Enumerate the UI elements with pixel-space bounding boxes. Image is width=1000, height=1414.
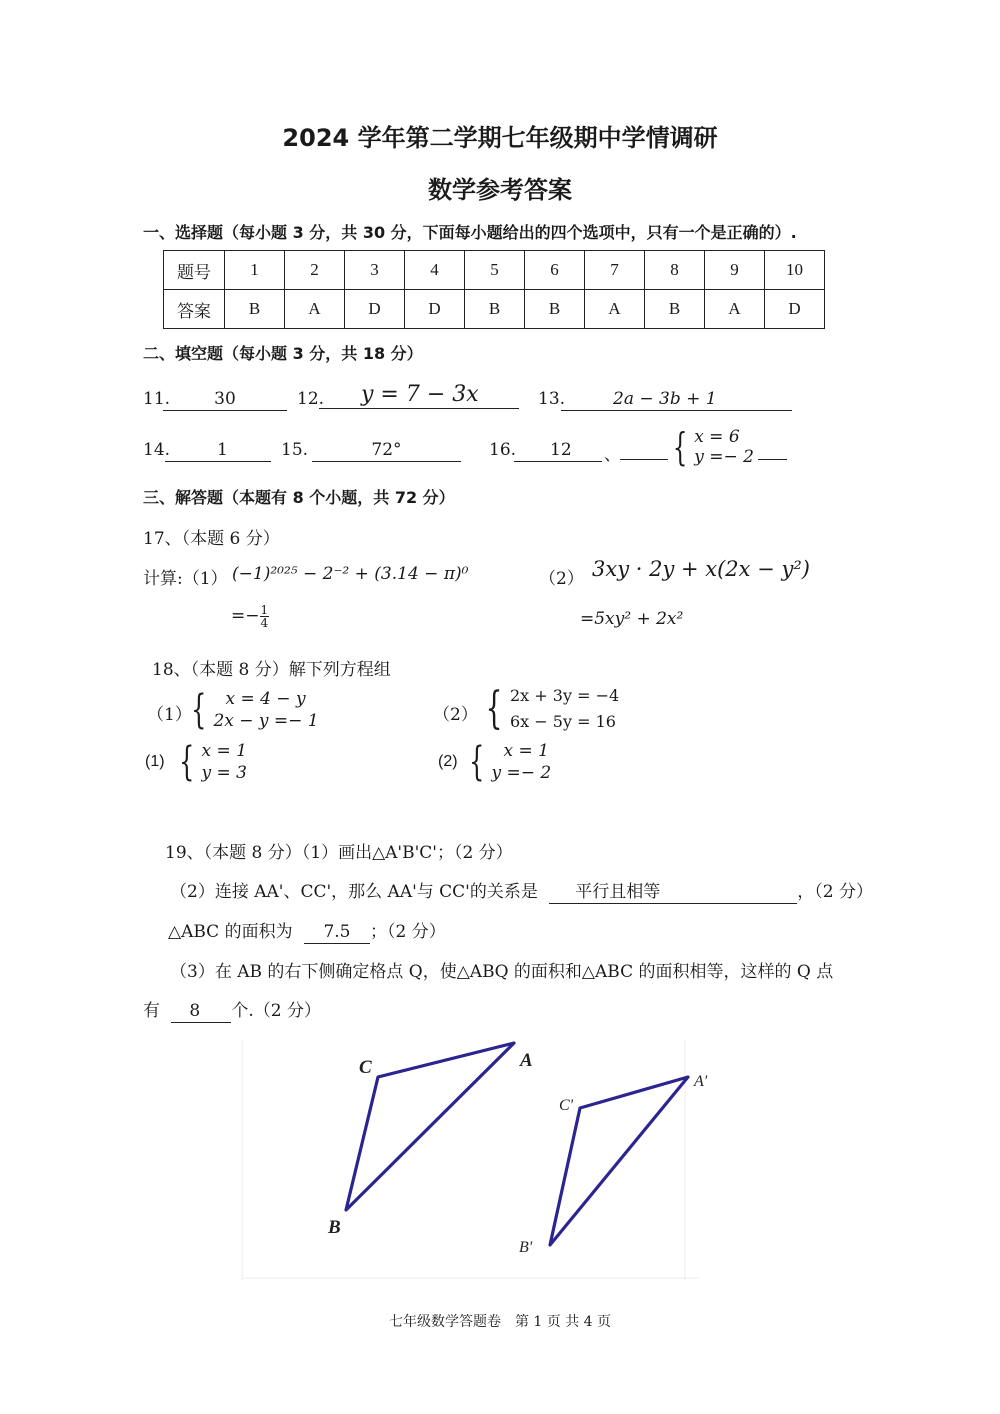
table-cell: 1 (225, 251, 285, 290)
q18-a2-system: { x = 1 y =− 2 (469, 739, 552, 785)
q18-a1-line1: x = 1 (201, 741, 247, 761)
q19-line3-pre: △ABC 的面积为 (168, 922, 293, 942)
grid-lines (242, 1040, 700, 1280)
q11-answer: 30 (163, 389, 287, 411)
q18-a2-line2: y =− 2 (491, 763, 552, 783)
triangle-figure (230, 1030, 710, 1290)
q15-answer: 72° (312, 440, 461, 462)
label-c-prime: C' (559, 1097, 574, 1114)
q16-answer1: 12 (514, 440, 602, 462)
table-row (164, 251, 825, 290)
label-b-prime: B' (519, 1239, 533, 1256)
q18-p2-label: （2） (433, 705, 478, 725)
q18-p2-line1: 2x + 3y = −4 (510, 686, 620, 705)
label-b: B (328, 1217, 341, 1238)
table-cell: 5 (465, 251, 525, 290)
q14-label: 14. (143, 440, 171, 460)
q16-separator: 、 (604, 445, 621, 465)
q16-sys-line1: x = 6 (694, 427, 740, 447)
table-cell: A (585, 290, 645, 329)
table-cell: B (525, 290, 585, 329)
table-cell: D (405, 290, 465, 329)
q18-title: 18、（本题 8 分）解下列方程组 (152, 660, 391, 680)
table-cell: B (645, 290, 705, 329)
page-subtitle: 数学参考答案 (428, 176, 572, 204)
q17-ans1-den: 4 (260, 616, 269, 630)
q19-line2-answer: 平行且相等 (549, 877, 797, 904)
q17-label2: （2） (539, 569, 584, 589)
q18-a2-label: (2) (438, 753, 458, 770)
table-cell: 8 (645, 251, 705, 290)
q15-label: 15. (281, 440, 309, 460)
table-row (164, 290, 825, 329)
table-cell: D (765, 290, 825, 329)
table-cell: A (285, 290, 345, 329)
q13-label: 13. (538, 389, 566, 409)
label-c: C (359, 1057, 372, 1078)
q18-p1-system: { x = 4 − y 2x − y =− 1 (191, 687, 319, 733)
q18-p1-line2: 2x − y =− 1 (213, 711, 319, 731)
table-cell: B (225, 290, 285, 329)
answer-table (163, 250, 825, 329)
table-cell: A (705, 290, 765, 329)
q19-line5-answer: 8 (171, 1001, 231, 1023)
q17-answer1 (231, 604, 269, 629)
q19-line3 (168, 917, 446, 944)
q16-label: 16. (489, 440, 517, 460)
q18-a1-label: (1) (145, 753, 165, 770)
q13-answer: 2a − 3b + 1 (561, 389, 792, 411)
section2-heading: 二、填空题（每小题 3 分，共 18 分） (143, 344, 423, 363)
label-a: A (520, 1050, 533, 1071)
row-label-answer: 答案 (164, 290, 225, 329)
q19-line5-pre: 有 (143, 1001, 160, 1021)
q19-line3-post: ；（2 分） (369, 922, 446, 942)
q18-a1-line2: y = 3 (201, 763, 247, 783)
q19-line2 (170, 877, 873, 904)
q18-a2-line1: x = 1 (503, 741, 549, 761)
page-footer: 七年级数学答题卷 第 1 页 共 4 页 (388, 1314, 612, 1330)
q18-p1-line1: x = 4 − y (225, 689, 306, 709)
table-cell: B (465, 290, 525, 329)
table-cell: 2 (285, 251, 345, 290)
table-cell: 10 (765, 251, 825, 290)
q17-answer2: =5xy² + 2x² (580, 609, 684, 629)
q14-answer: 1 (165, 440, 271, 462)
section3-heading: 三、解答题（本题有 8 个小题，共 72 分） (143, 488, 455, 507)
q12-answer: y = 7 − 3x (319, 382, 519, 409)
q18-p2-system: { 2x + 3y = −4 6x − 5y = 16 (485, 683, 620, 734)
row-label-number: 题号 (164, 251, 225, 290)
q18-p1-label: （1） (147, 705, 192, 725)
table-cell: 4 (405, 251, 465, 290)
q17-ans1-fraction (260, 604, 270, 629)
q18-p2-line2: 6x − 5y = 16 (510, 712, 616, 731)
q19-line2-pre: （2）连接 AA'、CC'，那么 AA'与 CC'的关系是 (170, 882, 538, 902)
q12-label: 12. (297, 389, 325, 409)
q19-line5 (143, 996, 321, 1023)
page-title: 2024 学年第二学期七年级期中学情调研 (282, 124, 718, 152)
q18-a1-system: { x = 1 y = 3 (179, 739, 247, 785)
table-cell: 6 (525, 251, 585, 290)
table-cell: 7 (585, 251, 645, 290)
section1-heading: 一、选择题（每小题 3 分，共 30 分，下面每小题给出的四个选项中，只有一个是正确的）. (143, 223, 797, 242)
q19-line3-answer: 7.5 (304, 922, 370, 944)
q19-line5-post: 个.（2 分） (231, 1001, 322, 1021)
table-cell: 3 (345, 251, 405, 290)
q17-expr1: (−1)²⁰²⁵ − 2⁻² + (3.14 − π)⁰ (232, 564, 469, 584)
q17-expr2: 3xy · 2y + x(2x − y²) (592, 557, 810, 581)
table-cell: D (345, 290, 405, 329)
q17-ans1-num: 1 (260, 603, 269, 617)
q17-title: 17、（本题 6 分） (143, 529, 280, 549)
q16-sys-line2: y =− 2 (694, 447, 754, 467)
q16-system: { x = 6 y =− 2 (668, 427, 758, 467)
table-cell: 9 (705, 251, 765, 290)
q17-prompt: 计算:（1） (143, 569, 228, 589)
label-a-prime: A' (694, 1073, 708, 1090)
q19-line4: （3）在 AB 的右下侧确定格点 Q，使△ABQ 的面积和△ABC 的面积相等，这样的 Q 点 (170, 962, 834, 982)
q17-ans1-prefix: =− (231, 606, 260, 626)
q19-line2-post: ，（2 分） (797, 882, 873, 902)
q11-label: 11. (143, 389, 171, 409)
q19-line1: 19、（本题 8 分）（1）画出△A'B'C'；（2 分） (165, 843, 513, 863)
